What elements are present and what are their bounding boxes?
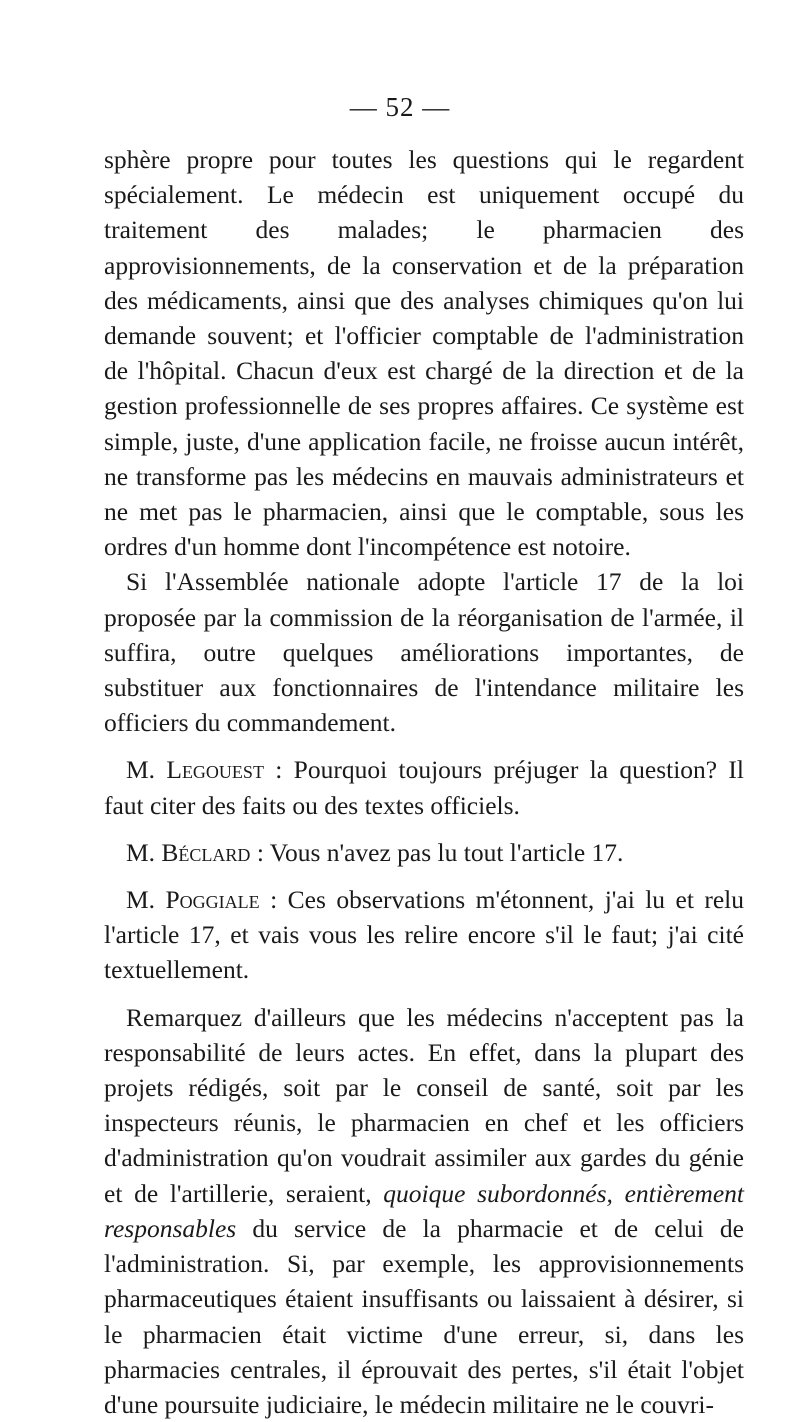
speaker-name-beclard: M. Béclard [126,837,251,867]
speech-beclard: : Vous n'avez pas lu tout l'article 17. [250,837,624,867]
paragraph-remarquez-part-b: du service de la pharmacie et de celui de l'administration. Si, par exemple, les approvisionnements pharmaceutiques étaient insuffisants ou laissaient à désirer, si le pharmacien était victime d'une erreur, si, dans les pharmacies centrales, il éprouvait des pertes, s'il était l'objet d'une poursuite judiciaire, le médecin militaire ne le couvri- [104,1213,744,1419]
paragraph-legouest [104,752,744,822]
paragraph-beclard [104,835,744,870]
speech-legouest: : Pourquoi toujours préjuger la question? Il faut citer des faits ou des textes officiels. [104,755,744,820]
body-text [104,142,744,1422]
paragraph-remarquez-part-a: Remarquez d'ailleurs que les médecins n'acceptent pas la responsabilité de leurs actes. En effet, dans la plupart des projets rédigés, soit par le conseil de santé, soit par les inspecteurs réunis, le pharmacien en chef et les officiers d'administration qu'on voudrait assimiler aux gardes du génie et de l'artillerie, seraient, [104,1002,744,1208]
page-number: — 52 — [349,92,451,122]
speech-poggiale: : Ces observations m'étonnent, j'ai lu et relu l'article 17, et vais vous les relire encore s'il le faut; j'ai cité textuellement. [104,885,744,985]
paragraph-remarquez [104,1000,744,1422]
speaker-name-poggiale: M. Poggiale [126,885,260,915]
italic-phrase: quoique subordonnés, entièrement responsables [104,1178,744,1243]
paragraph-poggiale [104,882,744,988]
speaker-name-legouest: M. Legouest [126,755,264,785]
paragraph-continuation: sphère propre pour toutes les questions qui le regardent spécialement. Le médecin est uniquement occupé du traitement des malades; le pharmacien des approvisionnements, de la conservation et de la préparation des médicaments, ainsi que des analyses chimiques qu'on lui demande souvent; et l'officier comptable de l'administration de l'hôpital. Chacun d'eux est chargé de la direction et de la gestion professionnelle de ses propres affaires. Ce système est simple, juste, d'une application facile, ne froisse aucun intérêt, ne transforme pas les médecins en mauvais administrateurs et ne met pas le pharmacien, ainsi que le comptable, sous les ordres d'un homme dont l'incompétence est notoire. [104,145,744,562]
paragraph-assemblee: Si l'Assemblée nationale adopte l'article 17 de la loi proposée par la commission de la réorganisation de l'armée, il suffira, outre quelques améliorations importantes, de substituer aux fonctionnaires de l'intendance militaire les officiers du commandement. [104,567,744,738]
